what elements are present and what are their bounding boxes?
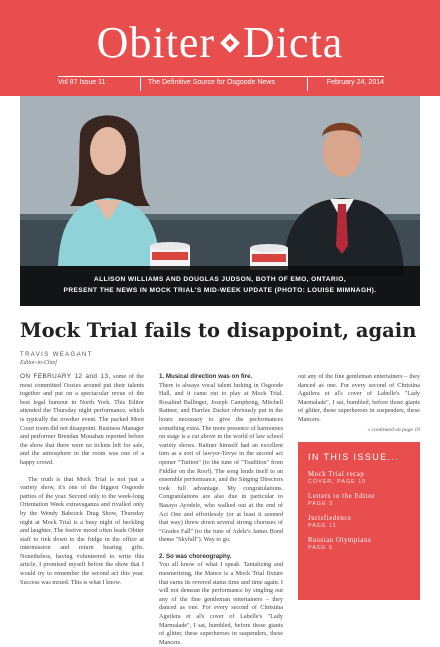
masthead (0, 0, 440, 96)
article-paragraph (20, 373, 144, 468)
masthead-logo[interactable] (0, 18, 440, 68)
photo-caption (20, 266, 420, 306)
article-headline[interactable]: Mock Trial fails to disappoint, again (20, 319, 417, 342)
logo-word-left: Obiter (96, 18, 216, 67)
issue-item-page: PAGE 3 (308, 501, 334, 507)
article-paragraph: The truth is that Mock Trial is not just a variety show, it's one of the biggest Osgoode parties of the year. Second only to the week-long Orientation Week extravaganza and rivalled only by the Wendy Babcock Drag Show, Thursday night at Mock Trial is a busy night of heckling and laughter. The festive mood often leads Obiter staff to trek down to the fridge in the office at intermission and return bearing gifts. Nonetheless, having volunteered to write this article, I promised myself before the show that I would try to remember the second act this year. Success was mixed. This is what I know. (20, 475, 144, 586)
article-column-2 (159, 373, 283, 646)
in-this-issue-box (298, 442, 420, 600)
article-column-3 (298, 373, 420, 423)
issue-item-page: PAGE 11 (308, 523, 337, 529)
diamond-icon (220, 33, 240, 53)
issue-item-page: COVER, PAGE 10 (308, 479, 367, 485)
masthead-tagline: The Definitive Source for Osgoode News (148, 79, 275, 86)
issue-item-name: Jurisfiedence (308, 515, 352, 522)
issue-item-name: Mock Trial recap (308, 471, 365, 478)
issue-item-name: Letters to the Editor (308, 493, 376, 500)
article-column-1 (20, 373, 144, 595)
paragraph-text: some of the most committed Oozies around put their talents together and put on a spectacular revue of the best legal humour in North York. This Editor attended the Thursday night performance, which is typically the rowdier event. The packed Moot Court room did not disappoint. Business Manager and performer Brendan Monahan reported before the show that there were no tickets left for sale, and the atmosphere in the room was one of a happy crowd. (20, 373, 144, 466)
caption-line: PRESENT THE NEWS IN MOCK TRIAL'S MID-WEEK UPDATE (PHOTO: LOUISE MIMNAGH). (63, 287, 377, 294)
author-name: TRAVIS WEAGANT (20, 352, 93, 358)
issue-volume: Vol 87 Issue 11 (58, 79, 106, 86)
issue-item[interactable] (308, 514, 410, 529)
issue-item-page: PAGE 5 (308, 545, 334, 551)
article-paragraph (159, 373, 283, 382)
continued-link[interactable]: » continued on page 10 (367, 427, 420, 433)
subheading: 1. Musical direction was on fire. (159, 373, 253, 380)
in-this-issue-title: IN THIS ISSUE... (308, 452, 400, 462)
issue-date: February 24, 2014 (326, 79, 384, 86)
author-role: Editor-in-Chief (20, 360, 57, 366)
issue-item-name: Russian Olympians (308, 537, 372, 544)
issue-meta-bar (58, 76, 384, 90)
issue-item[interactable] (308, 492, 410, 507)
meta-divider (307, 77, 308, 91)
lead-in: ON FEBRUARY 12 and 13, (20, 373, 111, 380)
article-paragraph: You all know of what I speak. Tantalizing and mesmerizing, the Mance is a Mock Trial fixture that earns its revered status time and time again. I will not demean the performance by singling out any of the fine gentleman entertainers – they danced as one. For every second of Christina Aguilera et al's cover of Labelle's "Lady Marmalade", I sat, humbled, before those giants of glitter, these superheroes in suspenders, these Mancers. (159, 561, 283, 646)
meta-divider (140, 77, 141, 91)
article-paragraph: out any of the fine gentleman entertainers – they danced as one. For every second of Christina Aguilera et al's cover of Labelle's "Lady Marmalade", I sat, humbled, before those giants of glitter, these superheroes in suspenders, these Mancers. (298, 373, 420, 423)
logo-word-right: Dicta (243, 18, 344, 67)
subheading: 2. So was choreography. (159, 552, 232, 560)
article-paragraph (159, 553, 283, 562)
caption-line: ALLISON WILLIAMS AND DOUGLAS JUDSON, BOTH OF EMO, ONTARIO, (93, 276, 347, 283)
article-paragraph: There is always vocal talent lurking in Osgoode Hall, and it came out to play at Mock Trial. Rosalind Ballinger, Joseph Campbong, Mitchell Rattner, and Harrlee Zucker obviously put in the hours necessary to give the performances something extra. The more presence of harmonies on stage is a cut above in the world of law school variety shows. Rattner himself had an excellent turn as a sort of lawyer-Tevye in the second act opener "Tuition" (to the tune of "Tradition" from Fiddler on the Roof). The song lends itself to an ensemble performance, and the Singing Directors took full advantage. My congratulations. Congratulations are also due in particular to Basayo Ayodele, who walked out at the end of Act One and effortlessly (or at least it seemed that way) threw down several strong choruses of "Grades Fall" (to the tune of Adele's James Bond theme "Skyfall"). Way to go. (159, 381, 283, 544)
issue-item[interactable] (308, 536, 410, 551)
issue-item[interactable] (308, 470, 410, 485)
